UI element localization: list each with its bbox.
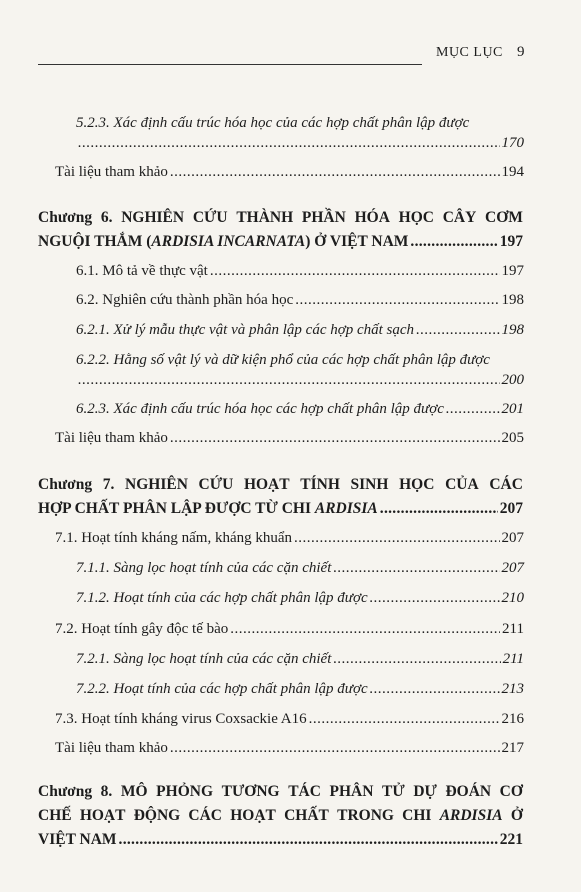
chapter-title-line: Chương 6. NGHIÊN CỨU THÀNH PHẦN HÓA HỌC CÂY CƠM [38,209,523,226]
toc-page-number: 197 [501,263,524,279]
dot-leader [309,711,500,728]
toc-chapter-7[interactable] [38,473,523,521]
chapter-title-line: CHẾ HOẠT ĐỘNG CÁC HOẠT CHẤT TRONG CHI ARDISIA Ở [38,807,523,824]
dot-leader [380,497,498,521]
toc-entry-text: Tài liệu tham khảo [55,740,168,756]
toc-entry-5-2-3[interactable] [76,115,469,132]
toc-page-number: 216 [501,711,524,727]
toc-page-number: 207 [501,530,524,546]
dot-leader [416,322,499,339]
toc-entry-text: 6.2.3. Xác định cấu trúc hóa học các hợp chất phân lập được [76,401,444,417]
toc-page-number: 197 [499,233,523,250]
toc-entry-7-3[interactable] [55,711,524,728]
toc-entry-6-2-2-continued[interactable] [76,372,524,389]
toc-page-number: 198 [501,322,524,338]
toc-entry-7-2-1[interactable] [76,651,524,668]
toc-entry-text: 7.2.1. Sàng lọc hoạt tính của các cặn chiết [76,651,332,667]
toc-entry-7-1-2[interactable] [76,590,524,607]
chapter-title-line: HỢP CHẤT PHÂN LẬP ĐƯỢC TỪ CHI ARDISIA ..... 207 [38,497,523,521]
toc-entry-text: 7.3. Hoạt tính kháng virus Coxsackie A16 [55,711,307,727]
toc-entry-6-2[interactable] [76,292,524,309]
toc-page-number: 201 [501,401,524,417]
dot-leader [410,230,497,254]
chapter-title-line: Chương 8. MÔ PHỎNG TƯƠNG TÁC PHÂN TỬ DỰ ĐOÁN CƠ [38,783,523,800]
dot-leader [370,681,500,698]
dot-leader [446,401,500,418]
toc-page-number: 207 [499,500,523,517]
dot-leader [78,135,500,152]
toc-entry-text: 7.2. Hoạt tính gây độc tế bào [55,621,229,637]
toc-entry-text: 7.2.2. Hoạt tính của các hợp chất phân lập được [76,681,368,697]
chapter-title-line: Chương 7. NGHIÊN CỨU HOẠT TÍNH SINH HỌC CỦA CÁC [38,476,523,493]
dot-leader [370,590,500,607]
toc-entry-text: 5.2.3. Xác định cấu trúc hóa học của các hợp chất phân lập được [76,115,470,131]
toc-page-number: 221 [499,831,523,848]
header-rule [38,64,422,65]
dot-leader [333,651,500,668]
dot-leader [119,828,498,852]
toc-entry-6-2-2[interactable] [76,352,490,369]
toc-page-number: 198 [501,292,524,308]
toc-entry-7-2-2[interactable] [76,681,524,698]
toc-page-number: 213 [501,681,524,697]
toc-entry-references-ch7[interactable] [55,740,524,757]
toc-page-number: 205 [501,430,524,446]
toc-page-number: 170 [501,135,524,151]
running-header [38,40,543,68]
dot-leader [170,740,500,757]
toc-chapter-8[interactable] [38,780,523,852]
toc-entry-text: 6.2.1. Xử lý mẫu thực vật và phân lập các hợp chất sạch [76,322,415,338]
toc-entry-5-2-3-continued[interactable] [76,135,524,152]
toc-page-number: 207 [501,560,524,576]
toc-entry-text: 6.2.2. Hằng số vật lý và dữ kiện phổ của các hợp chất phân lập được [76,352,490,368]
toc-page-number: 217 [501,740,524,756]
header-section-title: MỤC LỤC [436,45,503,60]
dot-leader [170,430,500,447]
toc-page-number: 194 [501,164,524,180]
toc-entry-6-2-1[interactable] [76,322,524,339]
toc-entry-text: 7.1. Hoạt tính kháng nấm, kháng khuẩn [55,530,293,546]
toc-entry-text: 7.1.2. Hoạt tính của các hợp chất phân lập được [76,590,368,606]
toc-page-number: 211 [502,621,524,637]
dot-leader [78,372,500,389]
toc-page-number: 210 [501,590,524,606]
toc-page-number: 200 [501,372,524,388]
dot-leader [333,560,499,577]
page-number: 9 [517,44,525,60]
toc-entry-6-1[interactable] [76,263,524,280]
chapter-title-line: NGUỘI THẮM ( ARDISIA INCARNATA ) Ở VIỆT NAM ..... 197 [38,230,523,254]
toc-entry-text: 6.2. Nghiên cứu thành phần hóa học [76,292,294,308]
chapter-title-line: VIỆT NAM ..... 221 [38,828,523,852]
dot-leader [170,164,500,181]
toc-entry-references-ch5[interactable] [55,164,524,181]
toc-entry-text: 7.1.1. Sàng lọc hoạt tính của các cặn chiết [76,560,332,576]
dot-leader [294,530,499,547]
dot-leader [295,292,499,309]
toc-page-number: 211 [502,651,524,667]
toc-chapter-6[interactable] [38,206,523,254]
toc-entry-6-2-3[interactable] [76,401,524,418]
toc-entry-text: Tài liệu tham khảo [55,164,168,180]
toc-entry-references-ch6[interactable] [55,430,524,447]
toc-entry-7-1[interactable] [55,530,524,547]
toc-entry-text: Tài liệu tham khảo [55,430,168,446]
toc-entry-text: 6.1. Mô tả về thực vật [76,263,208,279]
dot-leader [210,263,500,280]
toc-entry-7-2[interactable] [55,621,524,638]
dot-leader [230,621,500,638]
toc-entry-7-1-1[interactable] [76,560,524,577]
